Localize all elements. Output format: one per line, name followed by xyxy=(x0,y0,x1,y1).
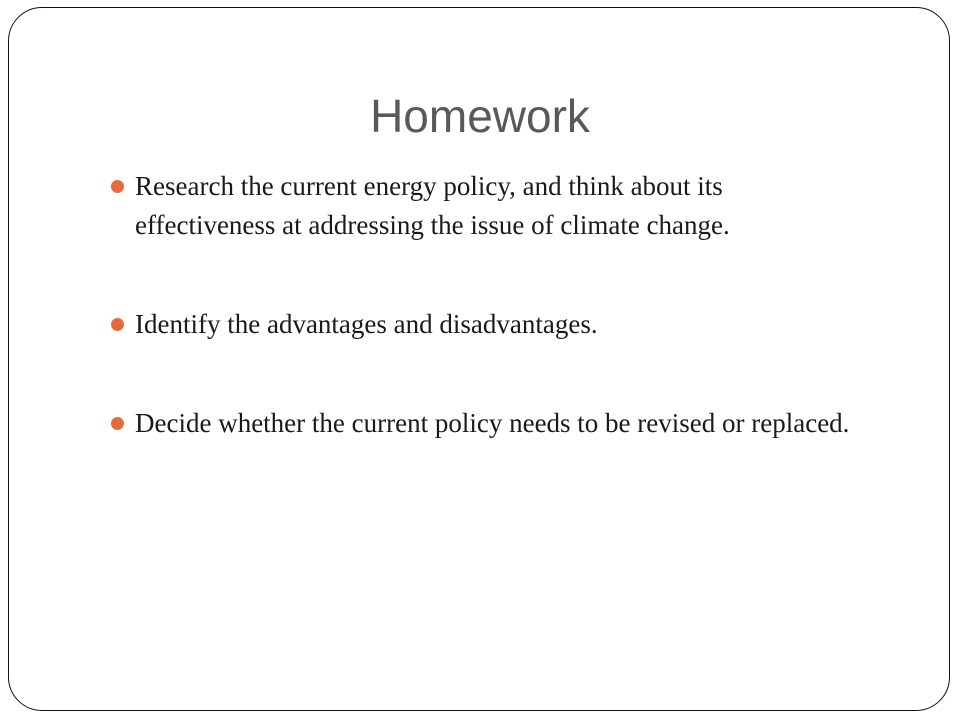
slide-title: Homework xyxy=(370,90,590,142)
bullet-dot-icon xyxy=(111,180,124,193)
bullet-text: Decide whether the current policy needs to be revised or replaced. xyxy=(135,408,850,438)
bullet-dot-icon xyxy=(111,318,124,331)
bullet-list xyxy=(107,167,867,503)
slide xyxy=(8,7,950,711)
bullet-item xyxy=(107,404,867,443)
bullet-dot-icon xyxy=(111,417,124,430)
bullet-text: Identify the advantages and disadvantages. xyxy=(135,309,598,339)
bullet-text: Research the current energy policy, and think about its effectiveness at addressing the issue of climate change. xyxy=(135,171,730,240)
bullet-item xyxy=(107,167,867,245)
bullet-item xyxy=(107,305,867,344)
